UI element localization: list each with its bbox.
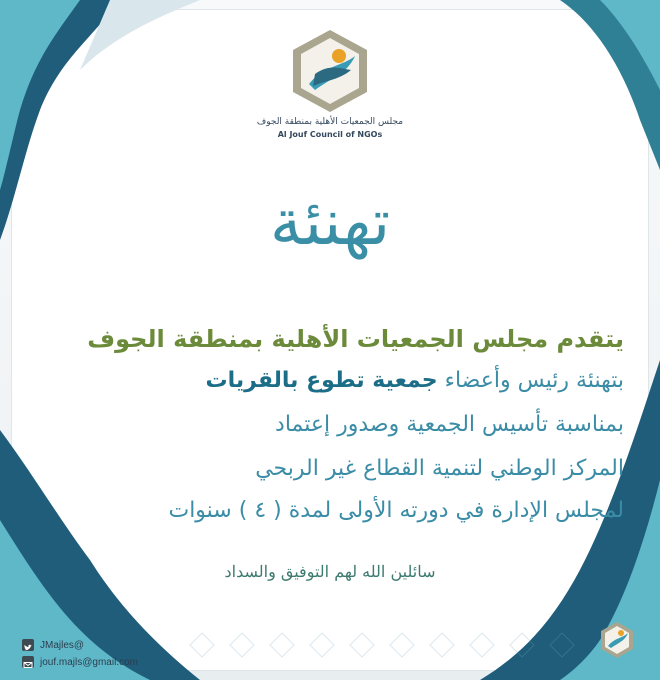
footer-logo xyxy=(598,620,636,664)
org-name-english: Al Jouf Council of NGOs xyxy=(277,130,383,139)
message-line-3: بمناسبة تأسيس الجمعية وصدور إعتماد xyxy=(275,412,624,437)
message-line-2-text: بتهنئة رئيس وأعضاء xyxy=(444,368,624,393)
association-name: جمعية تطوع بالقريات xyxy=(205,368,438,393)
email-icon xyxy=(22,656,34,668)
message-line-4: المركز الوطني لتنمية القطاع غير الربحي xyxy=(255,456,624,481)
message-line-5: لمجلس الإدارة في دورته الأولى لمدة ( ٤ ) سنوات xyxy=(168,498,624,523)
email-address[interactable]: jouf.majls@gmail.com xyxy=(40,656,138,668)
twitter-handle[interactable]: JMajles@ xyxy=(40,639,85,651)
twitter-row[interactable] xyxy=(22,638,242,652)
closing-prayer: سائلين الله لهم التوفيق والسداد xyxy=(224,562,436,581)
contact-info xyxy=(22,638,242,672)
org-name-arabic: مجلس الجمعيات الأهلية بمنطقة الجوف xyxy=(256,117,404,127)
twitter-icon xyxy=(22,639,34,651)
message-line-1: يتقدم مجلس الجمعيات الأهلية بمنطقة الجوف xyxy=(87,325,624,353)
council-logo xyxy=(285,26,375,116)
greeting-calligraphy: تهنئة xyxy=(269,186,391,260)
message-line-2 xyxy=(206,368,625,393)
email-row[interactable] xyxy=(22,655,242,669)
